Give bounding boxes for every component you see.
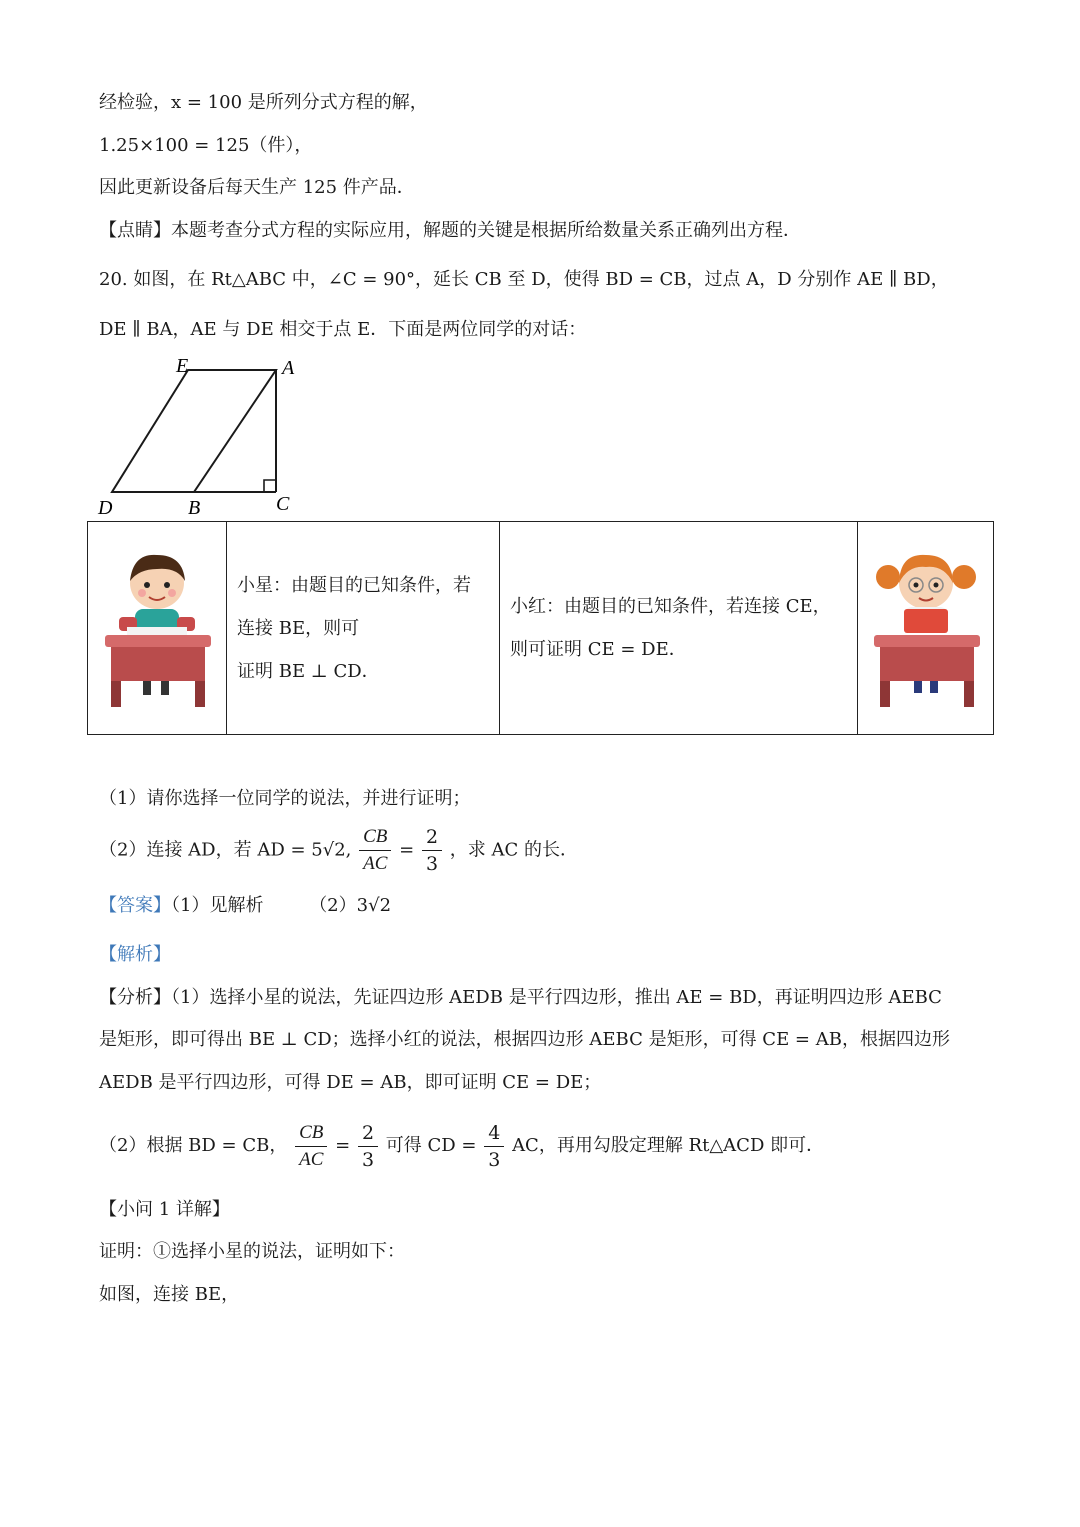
check-line: 经检验，x = 100 是所列分式方程的解，: [99, 92, 428, 113]
label-b: B: [188, 497, 201, 519]
dianjing-line: [99, 217, 801, 245]
part2-value-den: 3: [425, 853, 439, 875]
analysis-frac3-den: 3: [488, 1148, 501, 1171]
jiexi-tag: 【解析】: [99, 944, 171, 965]
label-d: D: [98, 497, 113, 519]
girl-reading-icon: [866, 543, 986, 713]
part2-ratio-num: CB: [359, 824, 391, 851]
calc-line: 1.25×100 = 125（件），: [99, 135, 313, 156]
analysis-frac3: [484, 1120, 504, 1173]
right-angle-mark: [264, 480, 276, 492]
label-a: A: [282, 357, 295, 379]
analysis-frac1-den: AC: [299, 1148, 324, 1170]
answer-line: [99, 892, 391, 920]
conclusion-line: 因此更新设备后每天生产 125 件产品．: [99, 177, 415, 198]
dianjing-tag: 【点睛】: [99, 220, 171, 241]
part2-ratio-den: AC: [363, 853, 388, 874]
analysis-frac2-den: 3: [361, 1148, 375, 1171]
analysis-line2: 是矩形，即可得出 BE ⊥ CD；选择小红的说法，根据四边形 AEBC 是矩形，可得 CE = AB，根据四边形: [99, 1029, 950, 1050]
analysis-line1-text: （1）选择小星的说法，先证四边形 AEDB 是平行四边形，推出 AE = BD，再证明四边形 AEBC: [171, 987, 942, 1008]
analysis-frac1: [295, 1120, 327, 1173]
boy-reading-icon: [97, 543, 217, 713]
analysis-frac2: [358, 1120, 378, 1173]
analysis-line4-c: AC，再用勾股定理解 Rt△ACD 即可．: [512, 1135, 825, 1156]
part2-value-num: 2: [422, 824, 442, 851]
analysis-line4-a: （2）根据 BD = CB，: [99, 1135, 288, 1156]
xiaohong-avatar-cell: [858, 522, 994, 735]
part2-eq: =: [399, 839, 415, 861]
part2-suffix: ，求 AC 的长．: [449, 839, 579, 861]
part2-value-fraction: [422, 824, 442, 877]
xiaoxing-line1: 小星：由题目的已知条件，若: [237, 574, 471, 596]
analysis-line1: [99, 984, 942, 1012]
q20-stem-line1: 20. 如图，在 Rt△ABC 中，∠C = 90°，延长 CB 至 D，使得 BD = CB，过点 A，D 分别作 AE ∥ BD，: [99, 269, 949, 290]
analysis-eq: =: [335, 1135, 351, 1156]
analysis-frac3-num: 4: [484, 1120, 504, 1147]
part2-line: [99, 824, 578, 877]
answer-part1: （1）见解析: [171, 895, 264, 916]
analysis-line3: AEDB 是平行四边形，可得 DE = AB，即可证明 CE = DE；: [99, 1072, 602, 1093]
xiaohong-speech-cell: [500, 522, 858, 735]
xiaoxing-speech-cell: [227, 522, 500, 735]
analysis-frac2-num: 2: [358, 1120, 378, 1147]
answer-part2: （2）: [309, 895, 357, 916]
fenxi-tag: 【分析】: [99, 987, 171, 1008]
answer-part2-value: 3√2: [356, 895, 392, 916]
dialogue-table: [87, 521, 994, 735]
detail-line2: 如图，连接 BE，: [99, 1284, 240, 1305]
detail-line1: 证明：①选择小星的说法，证明如下：: [99, 1241, 405, 1262]
part2-ratio-fraction: [359, 824, 391, 877]
q20-stem-line2: DE ∥ BA，AE 与 DE 相交于点 E．下面是两位同学的对话：: [99, 319, 587, 340]
xiaoxing-line3: 证明 BE ⊥ CD．: [237, 660, 380, 682]
geometry-figure: [90, 350, 320, 520]
part2-prefix: （2）连接 AD，若 AD = 5√2,: [99, 839, 352, 861]
xiaohong-line2: 则可证明 CE = DE．: [510, 639, 687, 660]
parallelogram-aedb: [112, 370, 276, 492]
analysis-line4-b: 可得 CD =: [385, 1135, 477, 1156]
analysis-frac1-num: CB: [295, 1120, 327, 1147]
label-e: E: [176, 355, 189, 377]
analysis-line4: [99, 1118, 824, 1174]
xiaoxing-avatar-cell: [88, 522, 227, 735]
answer-tag: 【答案】: [99, 895, 171, 916]
detail-tag: 【小问 1 详解】: [99, 1199, 230, 1220]
xiaohong-line1: 小红：由题目的已知条件，若连接 CE，: [510, 596, 831, 617]
part1-line: （1）请你选择一位同学的说法，并进行证明；: [99, 788, 471, 809]
dianjing-text: 本题考查分式方程的实际应用，解题的关键是根据所给数量关系正确列出方程．: [171, 220, 801, 241]
label-c: C: [276, 493, 290, 515]
xiaoxing-line2: 连接 BE，则可: [237, 617, 360, 639]
